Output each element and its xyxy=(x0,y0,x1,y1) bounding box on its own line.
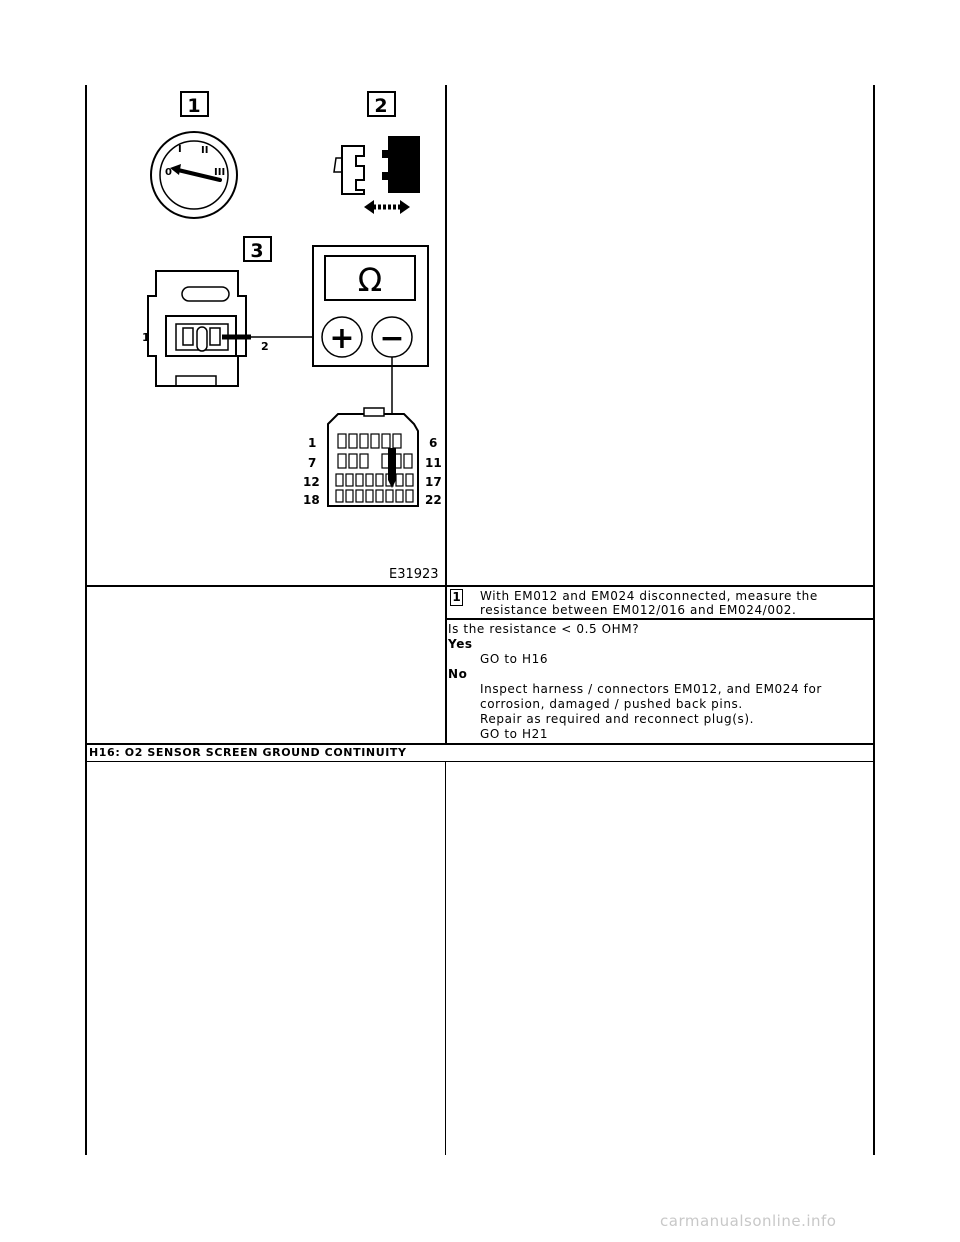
yes-action-link[interactable]: GO to H16 xyxy=(480,652,549,666)
connector-b-pin-18: 18 xyxy=(303,493,320,507)
connector-b-icon xyxy=(303,408,442,507)
connector-b-pin-6: 6 xyxy=(429,436,438,450)
row-divider-2 xyxy=(445,618,875,620)
no-action-link[interactable]: GO to H21 xyxy=(480,727,549,741)
connector-b-pin-1: 1 xyxy=(308,436,317,450)
watermark-text: carmanualsonline.info xyxy=(660,1212,837,1230)
diagnostic-figure xyxy=(86,86,446,586)
no-action-line-3: Repair as required and reconnect plug(s). xyxy=(480,712,755,726)
table-right-border xyxy=(873,85,875,1155)
yes-label: Yes xyxy=(448,637,473,651)
connector-a-icon xyxy=(142,271,340,386)
connector-a-pin-2: 2 xyxy=(261,340,269,353)
disconnect-connector-icon xyxy=(334,136,420,214)
minus-symbol: − xyxy=(379,321,405,356)
column-divider-bottom xyxy=(445,762,446,1155)
callout-1-label: 1 xyxy=(187,95,201,117)
no-action-line-2: corrosion, damaged / pushed back pins. xyxy=(480,697,743,711)
connector-b-pin-17: 17 xyxy=(425,475,442,489)
row-divider-4 xyxy=(85,761,875,762)
svg-text:I: I xyxy=(178,144,182,155)
ohm-symbol: Ω xyxy=(357,261,383,299)
section-title: H16: O2 SENSOR SCREEN GROUND CONTINUITY xyxy=(89,746,407,759)
svg-text:0: 0 xyxy=(165,167,172,178)
step-number: 1 xyxy=(452,590,461,604)
callout-3-label: 3 xyxy=(250,240,264,262)
callout-2 xyxy=(368,92,395,117)
svg-text:III: III xyxy=(214,167,226,178)
figure-code: E31923 xyxy=(389,567,439,582)
connector-b-pin-22: 22 xyxy=(425,493,442,507)
svg-text:II: II xyxy=(201,145,209,156)
no-action-line-1: Inspect harness / connectors EM012, and EM024 for xyxy=(480,682,822,696)
callout-1 xyxy=(181,92,208,117)
step-number-box xyxy=(450,589,463,606)
connector-b-pin-7: 7 xyxy=(308,456,317,470)
plus-symbol: + xyxy=(329,321,355,356)
connector-b-pin-12: 12 xyxy=(303,475,320,489)
callout-2-label: 2 xyxy=(374,95,388,117)
ignition-switch-icon xyxy=(151,132,237,218)
no-label: No xyxy=(448,667,468,681)
step-instruction-line-2: resistance between EM012/016 and EM024/002. xyxy=(480,603,797,617)
step-instruction-line-1: With EM012 and EM024 disconnected, measure the xyxy=(480,589,818,603)
connector-a-pin-1: 1 xyxy=(142,331,150,344)
callout-3 xyxy=(244,237,271,262)
question-text: Is the resistance < 0.5 OHM? xyxy=(448,622,640,636)
connector-b-pin-11: 11 xyxy=(425,456,442,470)
